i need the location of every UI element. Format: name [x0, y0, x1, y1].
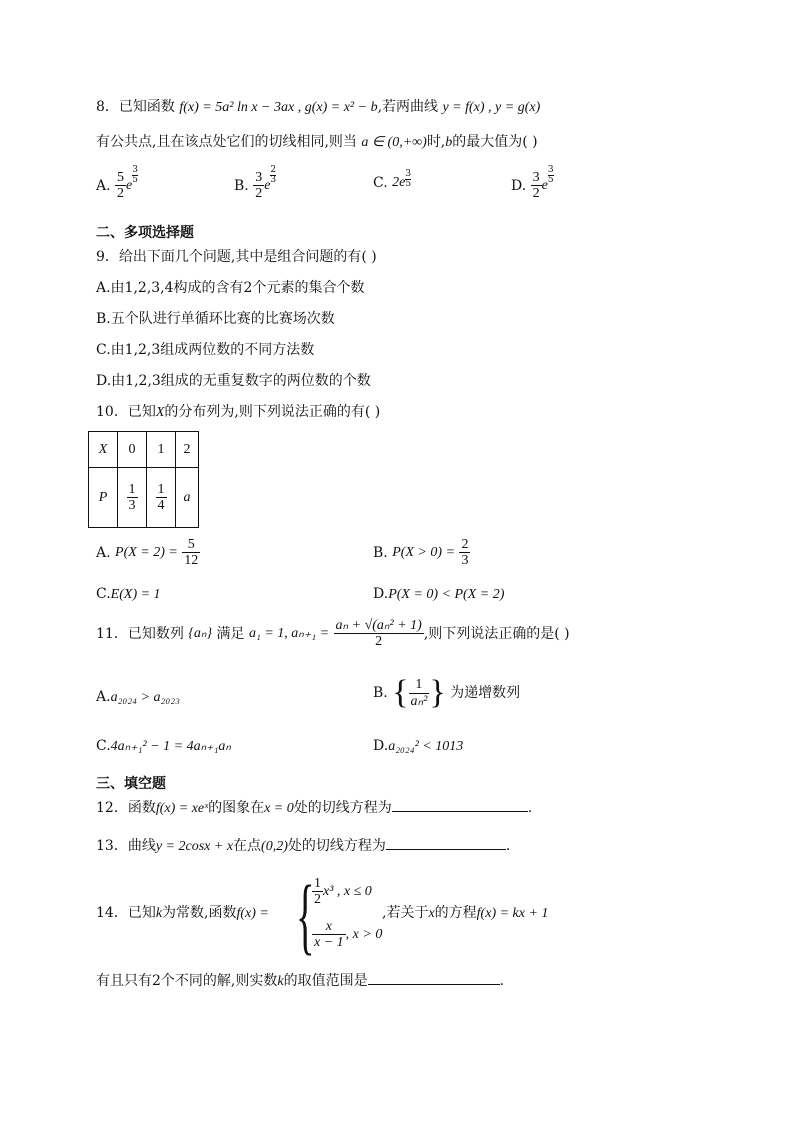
distribution-table [88, 431, 199, 528]
q9-option-b[interactable]: B.五个队进行单循环比赛的比赛场次数 [96, 311, 335, 327]
table-cell: 2 [176, 432, 199, 468]
table-cell: P [89, 468, 118, 528]
q9-stem: 9．给出下面几个问题,其中是组合问题的有( ) [96, 249, 377, 265]
q14-stem-cont: ,若关于x的方程f(x) = kx + 1 [382, 905, 549, 921]
table-cell: $\frac{1}{4}$ [147, 468, 176, 528]
q8-option-b[interactable]: B. $\frac{3}{2}$ e $\frac{2}{3}$ [234, 165, 277, 202]
q10-stem: 10．已知X的分布列为,则下列说法正确的有( ) [96, 404, 381, 420]
q10-option-b[interactable]: B. P(X > 0) = $\frac{2}{3}$ [373, 537, 469, 569]
q14-stem: 14．已知k为常数,函数f(x) = [96, 905, 269, 921]
q11-option-c[interactable]: C.4aₙ₊₁² − 1 = 4aₙ₊₁aₙ [96, 738, 232, 754]
q8-line1: 8．已知函数 f(x) = 5a² ln x − 3ax , g(x) = x² − b,若两曲线 y = f(x) , y = g(x) [96, 99, 541, 115]
table-cell: X [89, 432, 118, 468]
q10-option-a[interactable]: A. P(X = 2) = $\frac{5}{12}$ [96, 537, 199, 569]
table-cell: $\frac{1}{3}$ [118, 468, 147, 528]
q8-line2: 有公共点,且在该点处它们的切线相同,则当 a ∈ (0,+∞)时,b的最大值为( ) [96, 134, 538, 150]
q10-option-c[interactable]: C.E(X) = 1 [96, 586, 161, 602]
q8-option-c[interactable]: C. 2e $\frac{3}{5}$ [373, 169, 412, 191]
piecewise-case-1: $\frac{1}{2}$ x³ , x ≤ 0 [314, 876, 372, 908]
table-cell: 1 [147, 432, 176, 468]
answer-blank[interactable] [386, 849, 506, 850]
q8-option-a[interactable]: A. $\frac{5}{2}$ e $\frac{3}{5}$ [96, 165, 138, 202]
q8-option-d[interactable]: D. $\frac{3}{2}$ e $\frac{3}{5}$ [511, 165, 554, 202]
piecewise-brace: { [296, 867, 315, 963]
table-cell: 0 [118, 432, 147, 468]
q11-option-d[interactable]: D.a₂₀₂₄² < 1013 [373, 738, 464, 754]
q9-option-d[interactable]: D.由1,2,3组成的无重复数字的两位数的个数 [96, 373, 371, 389]
q11-option-a[interactable]: A.a₂₀₂₄ > a₂₀₂₃ [96, 689, 180, 705]
q13-stem: 13．曲线y = 2cosx + x在点(0,2)处的切线方程为 . [96, 838, 511, 854]
q12-stem: 12．函数f(x) = xeˣ的图象在x = 0处的切线方程为 . [96, 800, 533, 816]
table-cell: a [176, 468, 199, 528]
q9-option-a[interactable]: A.由1,2,3,4构成的含有2个元素的集合个数 [96, 280, 365, 296]
answer-blank[interactable] [368, 984, 500, 985]
answer-blank[interactable] [392, 811, 528, 812]
section-title-multiple-choice: 二、多项选择题 [96, 225, 194, 241]
q14-line2: 有且只有2个不同的解,则实数k的取值范围是 . [96, 973, 505, 989]
piecewise-case-2: $\frac{x}{x - 1}$ , x > 0 [314, 919, 383, 951]
q9-option-c[interactable]: C.由1,2,3组成两位数的不同方法数 [96, 342, 315, 358]
q11-option-b[interactable]: B. { $\frac{1}{\text{aₙ²}}$ } 为递增数列 [373, 674, 521, 711]
q11-stem: 11．已知数列 {aₙ} 满足 a₁ = 1, aₙ₊₁ = $\frac{\text{aₙ + √(aₙ² + 1)}}{2}$ ,则下列说法正确的是( ) [96, 618, 570, 650]
section-title-fill-blank: 三、填空题 [96, 776, 166, 792]
q10-option-d[interactable]: D.P(X = 0) < P(X = 2) [373, 586, 505, 602]
